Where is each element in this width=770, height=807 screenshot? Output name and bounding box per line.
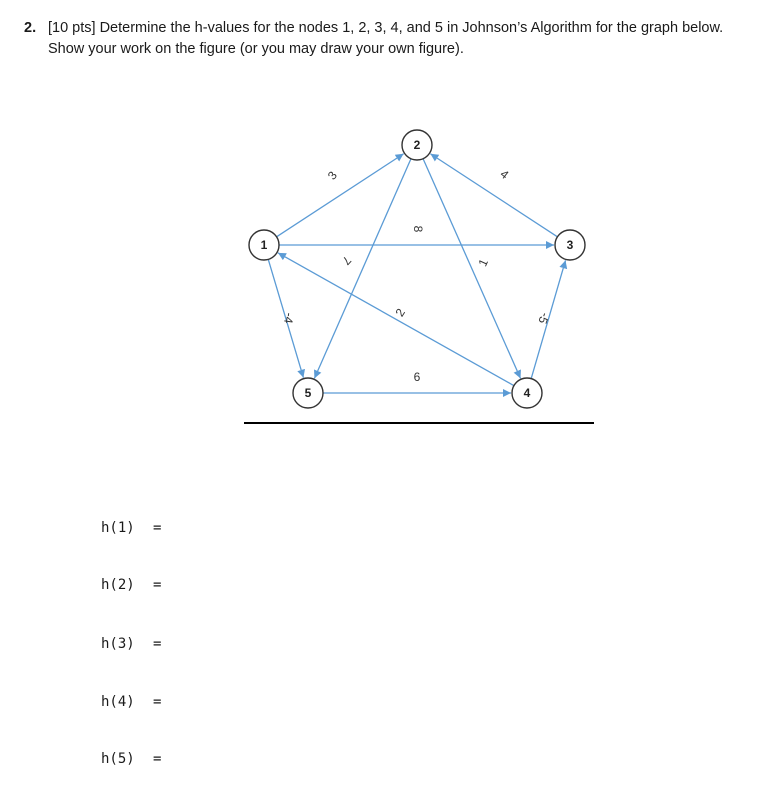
node-1 — [249, 230, 279, 260]
node-4 — [512, 378, 542, 408]
edge-1-to-2 — [277, 154, 404, 237]
h-label: h(3) — [101, 636, 135, 652]
edge-2-to-4 — [423, 159, 520, 379]
h-label: h(1) — [101, 520, 135, 536]
edge-weight-3-to-2: 4 — [497, 166, 512, 182]
h-row-1 — [101, 520, 162, 536]
node-3 — [555, 230, 585, 260]
edge-weight-5-to-4: 6 — [413, 370, 421, 385]
h-row-3 — [101, 636, 162, 652]
h-equals: = — [153, 520, 162, 536]
h-row-2 — [101, 577, 162, 593]
edge-weight-2-to-5: 7 — [339, 253, 355, 268]
question-number: 2. — [24, 20, 37, 36]
node-label: 2 — [413, 138, 421, 153]
node-label: 1 — [260, 238, 268, 253]
h-equals: = — [153, 577, 162, 593]
edge-weight-1-to-5: -4 — [281, 311, 297, 325]
question-line-1: [10 pts] Determine the h-values for the nodes 1, 2, 3, 4, and 5 in Johnson’s Algorithm for the graph below. — [48, 20, 724, 36]
node-2 — [402, 130, 432, 160]
h-row-5 — [101, 751, 162, 767]
edge-weight-4-to-3: -5 — [535, 310, 553, 326]
edge-2-to-5 — [314, 159, 411, 379]
h-equals: = — [153, 636, 162, 652]
edge-weight-1-to-2: 3 — [324, 168, 340, 183]
edges-layer — [268, 154, 565, 393]
edge-labels-layer — [281, 167, 552, 384]
edge-4-to-1 — [278, 253, 514, 386]
h-equals: = — [153, 694, 162, 710]
edge-weight-2-to-4: 1 — [475, 256, 491, 269]
edge-weight-4-to-1: 2 — [392, 306, 409, 320]
h-label: h(2) — [101, 577, 135, 593]
node-label: 4 — [523, 386, 531, 401]
question-line-2: Show your work on the figure (or you may draw your own figure). — [48, 41, 464, 57]
edge-weight-1-to-3: 8 — [410, 225, 425, 233]
h-row-4 — [101, 694, 162, 710]
node-5 — [293, 378, 323, 408]
h-label: h(4) — [101, 694, 135, 710]
node-label: 5 — [304, 386, 312, 401]
h-label: h(5) — [101, 751, 135, 767]
h-equals: = — [153, 751, 162, 767]
node-label: 3 — [566, 238, 574, 253]
edge-3-to-2 — [430, 154, 557, 237]
